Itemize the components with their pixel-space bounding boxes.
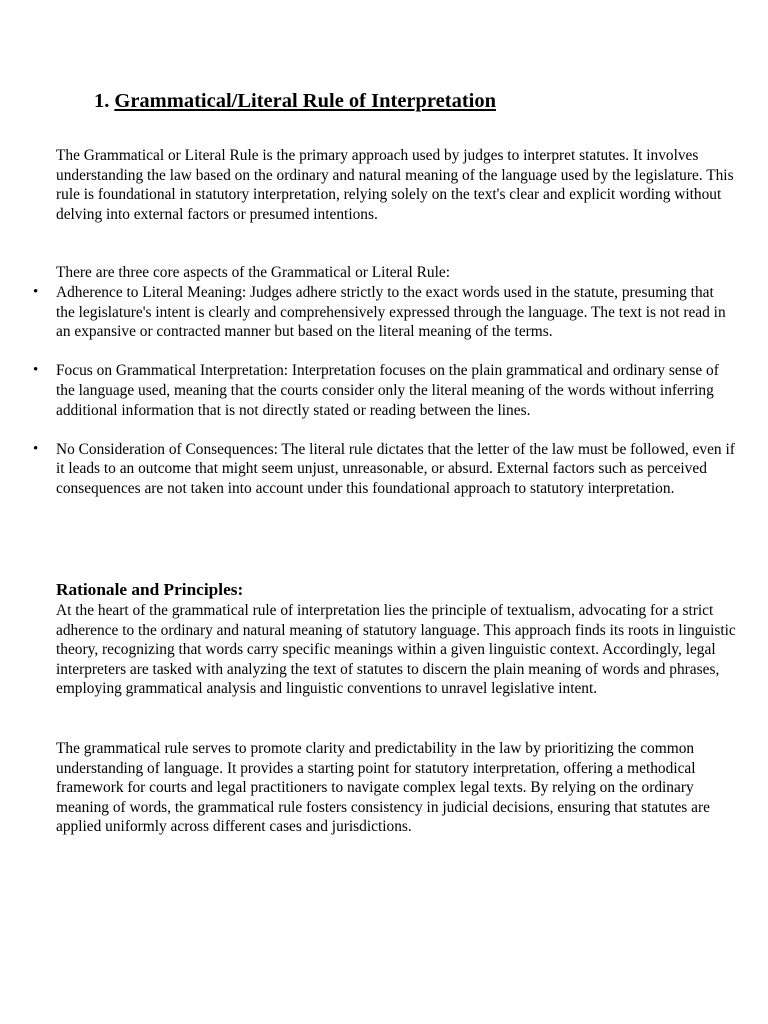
section-number: 1. xyxy=(94,90,110,112)
rationale-heading: Rationale and Principles: xyxy=(56,580,244,599)
bullet-icon: • xyxy=(33,362,39,379)
bullet-icon: • xyxy=(33,284,39,300)
rationale-paragraph-2: The grammatical rule serves to promote clarity and predictability in the law by prioritizing the common understanding of language. It provides a starting point for statutory interpretation, offering a methodical framework for courts and legal practitioners to navigate complex legal texts. By relying on the ordinary meaning of words, the grammatical rule fosters consistency in judicial decisions, ensuring that statutes are applied uniformly across different cases and jurisdictions. xyxy=(56,740,710,836)
aspects-intro: There are three core aspects of the Grammatical or Literal Rule: xyxy=(56,264,450,281)
list-item xyxy=(33,440,736,499)
section-title: Grammatical/Literal Rule of Interpretation xyxy=(114,90,497,112)
list-item xyxy=(33,283,736,342)
bullet-icon: • xyxy=(33,440,39,457)
page-title xyxy=(94,88,496,114)
list-item-text: Adherence to Literal Meaning: Judges adhere strictly to the exact words used in the statute, presuming that the legislature's intent is clearly and comprehensively expressed through the language. The text is not read in an expansive or contracted manner but based on the literal meaning of the terms. xyxy=(56,284,726,341)
aspects-list xyxy=(33,283,736,499)
intro-paragraph: The Grammatical or Literal Rule is the primary approach used by judges to interpret statutes. It involves understanding the law based on the ordinary and natural meaning of the language used by the legislature. This rule is foundational in statutory interpretation, relying solely on the text's clear and explicit wording without delving into external factors or presumed intentions. xyxy=(56,147,734,223)
list-item xyxy=(33,361,736,420)
list-item-text: Focus on Grammatical Interpretation: Interpretation focuses on the plain grammatical and ordinary sense of the language used, meaning that the courts consider only the literal meaning of the words without inferring additional information that is not directly stated or reading between the lines. xyxy=(56,362,719,419)
list-item-text: No Consideration of Consequences: The literal rule dictates that the letter of the law must be followed, even if it leads to an outcome that might seem unjust, unreasonable, or absurd. External factors such as perceived consequences are not taken into account under this foundational approach to statutory interpretation. xyxy=(56,440,735,497)
rationale-paragraph-1: At the heart of the grammatical rule of interpretation lies the principle of textualism, advocating for a strict adherence to the ordinary and natural meaning of statutory language. This approach finds its roots in linguistic theory, recognizing that words carry specific meanings within a given linguistic context. Accordingly, legal interpreters are tasked with analyzing the text of statutes to discern the plain meaning of words and phrases, employing grammatical analysis and linguistic conventions to unravel legislative intent. xyxy=(56,602,736,698)
